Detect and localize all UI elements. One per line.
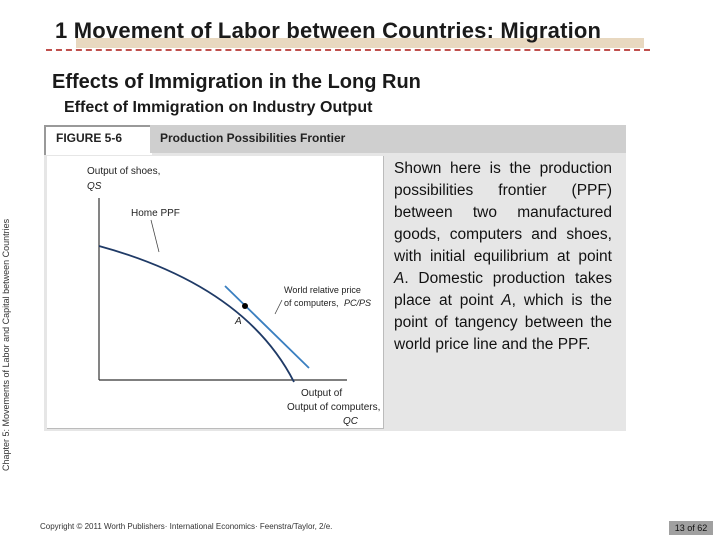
home-ppf-curve — [99, 246, 294, 382]
chapter-side-label: Chapter 5: Movements of Labor and Capital between Countries — [1, 218, 11, 471]
caption-point-2: A — [501, 292, 512, 309]
figure-title: Production Possibilities Frontier — [160, 131, 346, 145]
copyright-footer: Copyright © 2011 Worth Publishers· International Economics· Feenstra/Taylor, 2/e. — [40, 522, 333, 531]
title-divider — [46, 49, 650, 51]
y-axis-label: Output of shoes, — [87, 166, 161, 177]
caption-text-3: , which is the point of tangency between the world price line and the PPF. — [394, 292, 612, 353]
price-line-variable: PC/PS — [344, 298, 372, 308]
x-axis-variable: QC — [343, 416, 358, 427]
caption-text-1: Shown here is the production possibilities frontier (PPF) between two manufactured goods, computers and shoes, with initial equilibrium at point — [394, 160, 612, 265]
ppf-chart — [47, 156, 384, 429]
x-axis-label-1: Output of — [301, 388, 343, 399]
page-number-badge: 13 of 62 — [669, 521, 713, 535]
price-line-label-2: of computers, — [284, 298, 339, 308]
equilibrium-point-a — [242, 303, 248, 309]
ppf-label-leader — [151, 220, 159, 252]
ppf-diagram — [47, 156, 383, 428]
point-a-label: A — [235, 316, 242, 327]
slide-subsubtitle: Effect of Immigration on Industry Output — [64, 99, 373, 116]
figure-caption — [394, 158, 612, 356]
section-title: 1 Movement of Labor between Countries: Migration — [55, 18, 602, 43]
x-axis-label: Output of computers, — [287, 402, 381, 413]
price-line-label: World relative price — [284, 285, 361, 295]
price-label-leader — [275, 300, 282, 314]
y-axis-variable: QS — [87, 181, 102, 192]
figure-number: FIGURE 5-6 — [56, 131, 123, 145]
caption-text-2: . Domestic production takes place at point — [394, 270, 612, 309]
ppf-curve-label: Home PPF — [131, 208, 180, 219]
slide-subtitle: Effects of Immigration in the Long Run — [52, 71, 421, 93]
caption-point-1: A — [394, 270, 405, 287]
